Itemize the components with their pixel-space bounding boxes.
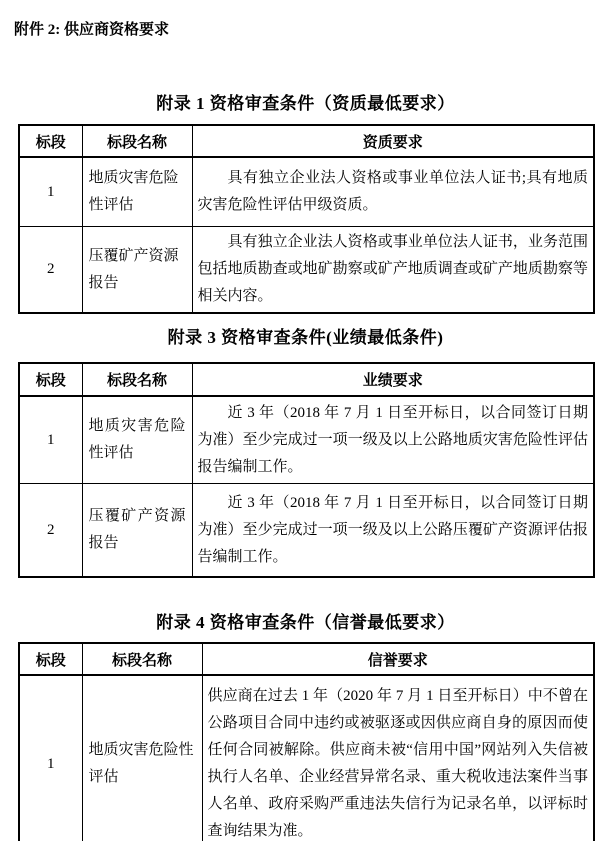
- col-header-requirement: 信誉要求: [202, 643, 594, 675]
- col-header-lot-name: 标段名称: [82, 363, 192, 396]
- table-header-row: [19, 125, 594, 157]
- lot-name-cell: 压覆矿产资源报告: [82, 484, 192, 578]
- qualification-table-1: [18, 124, 595, 314]
- table-row: [19, 157, 594, 227]
- table-header-row: [19, 363, 594, 396]
- lot-number-cell: 2: [19, 227, 82, 314]
- table-header-row: [19, 643, 594, 675]
- col-header-requirement: 业绩要求: [192, 363, 594, 396]
- lot-number-cell: 2: [19, 484, 82, 578]
- appendix-1-heading: 附录 1 资格审查条件（资质最低要求）: [156, 94, 455, 113]
- requirement-cell: 近 3 年（2018 年 7 月 1 日至开标日，以合同签订日期为准）至少完成过一项一级及以上公路地质灾害危险性评估报告编制工作。: [192, 396, 594, 484]
- lot-name-cell: 压覆矿产资源报告: [82, 227, 192, 314]
- col-header-lot-name: 标段名称: [82, 125, 192, 157]
- lot-name-cell: 地质灾害危险性评估: [82, 675, 202, 841]
- appendix-3-heading: 附录 3 资格审查条件(业绩最低条件): [167, 328, 444, 347]
- col-header-lot: 标段: [19, 363, 82, 396]
- requirement-cell: 具有独立企业法人资格或事业单位法人证书，业务范围包括地质勘查或地矿勘察或矿产地质调查或矿产地质勘察等相关内容。: [192, 227, 594, 314]
- table-row: [19, 227, 594, 314]
- document-content: [18, 93, 593, 841]
- table-row: [19, 484, 594, 578]
- col-header-lot-name: 标段名称: [82, 643, 202, 675]
- col-header-requirement: 资质要求: [192, 125, 594, 157]
- lot-name-cell: 地质灾害危险性评估: [82, 396, 192, 484]
- attachment-title: 附件 2: 供应商资格要求: [14, 22, 169, 38]
- qualification-table-2: [18, 362, 595, 578]
- lot-number-cell: 1: [19, 675, 82, 841]
- lot-name-cell: 地质灾害危险性评估: [82, 157, 192, 227]
- requirement-cell: 近 3 年（2018 年 7 月 1 日至开标日，以合同签订日期为准）至少完成过一项一级及以上公路压覆矿产资源评估报告编制工作。: [192, 484, 594, 578]
- requirement-cell: 具有独立企业法人资格或事业单位法人证书;具有地质灾害危险性评估甲级资质。: [192, 157, 594, 227]
- requirement-cell: 供应商在过去 1 年（2020 年 7 月 1 日至开标日）中不曾在公路项目合同中违约或被驱逐或因供应商自身的原因而使任何合同被解除。供应商未被“信用中国”网站列入失信被执行人名单、企业经营异常名录、重大税收违法案件当事人名单、政府采购严重违法失信行为记录名单，以评标时查询结果为准。: [202, 675, 594, 841]
- col-header-lot: 标段: [19, 125, 82, 157]
- qualification-table-3: [18, 642, 595, 841]
- lot-number-cell: 1: [19, 396, 82, 484]
- table-row: [19, 396, 594, 484]
- col-header-lot: 标段: [19, 643, 82, 675]
- lot-number-cell: 1: [19, 157, 82, 227]
- appendix-4-heading: 附录 4 资格审查条件（信誉最低要求）: [156, 613, 455, 632]
- table-row: [19, 675, 594, 841]
